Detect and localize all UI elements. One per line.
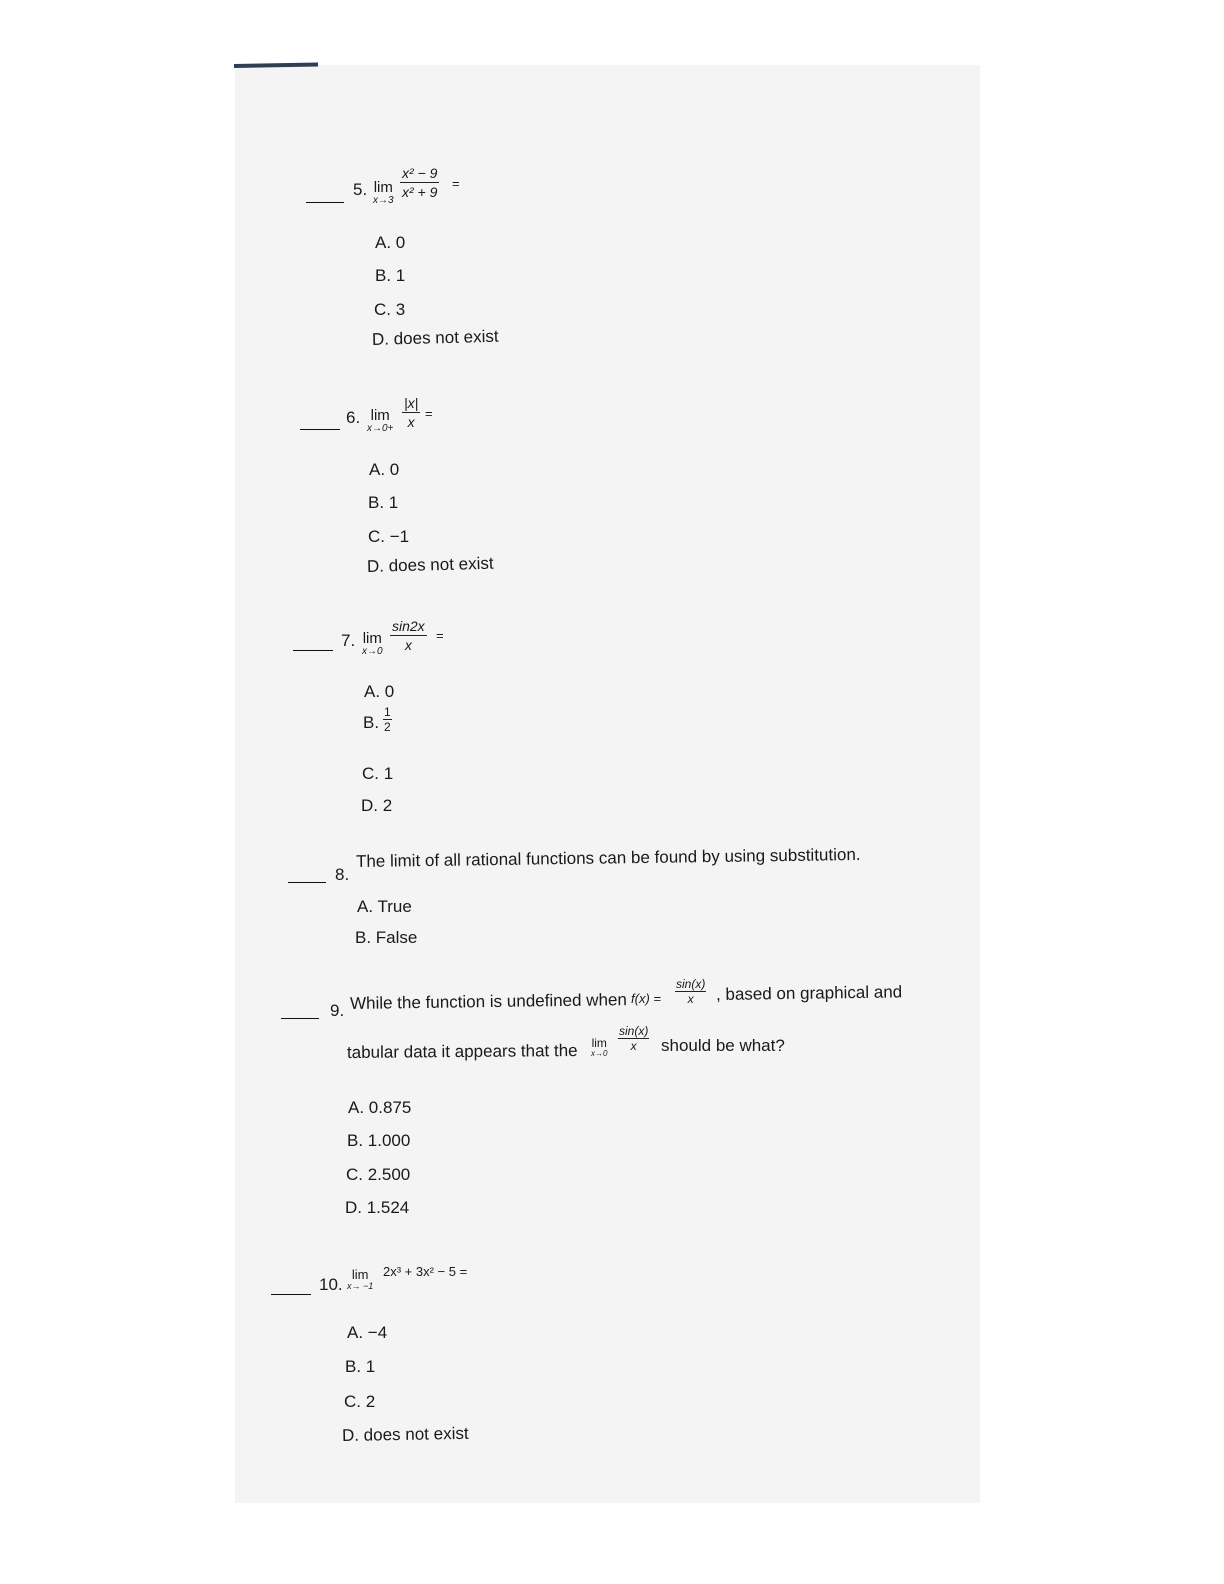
q9-fx-label: f(x) = <box>631 991 661 1006</box>
q9-lim-approach: x→0 <box>591 1049 608 1058</box>
q7-option-b[interactable] <box>363 713 379 733</box>
q7-option-b-numerator: 1 <box>384 705 391 719</box>
q9-option-b[interactable]: B. 1.000 <box>347 1131 411 1150</box>
q5-lim-word: lim <box>373 179 393 196</box>
q7-numerator: sin2x <box>392 618 425 634</box>
q7-option-c[interactable]: C. 1 <box>362 764 394 783</box>
q6-limit <box>367 408 393 434</box>
q7-option-b-denominator: 2 <box>384 720 391 734</box>
q10-option-d[interactable]: D. does not exist <box>341 1423 469 1445</box>
q6-denominator: x <box>407 414 415 430</box>
q8-statement: The limit of all rational functions can be found by using substitution. <box>355 844 861 871</box>
q5-lim-approach: x→3 <box>373 195 394 206</box>
answer-blank-7[interactable] <box>293 650 333 651</box>
q9-text-part-2: , based on graphical and <box>715 982 903 1004</box>
q7-option-b-label: B. <box>363 713 380 732</box>
q9-text-part-3: tabular data it appears that the <box>346 1040 578 1062</box>
question-number-5: 5. <box>353 180 368 199</box>
q7-lim-word: lim <box>362 630 382 647</box>
q7-denominator: x <box>404 637 412 653</box>
q9-function-denominator: x <box>687 992 694 1006</box>
q10-option-c[interactable]: C. 2 <box>344 1392 376 1411</box>
q9-limit-numerator: sin(x) <box>619 1024 649 1038</box>
q7-limit <box>362 631 383 657</box>
q7-fraction <box>390 619 427 652</box>
q5-fraction <box>400 166 439 199</box>
q5-equals: = <box>452 176 460 191</box>
q9-lim-word: lim <box>591 1036 607 1050</box>
q9-limit-denominator: x <box>630 1039 637 1053</box>
q5-denominator: x² + 9 <box>402 184 438 200</box>
q7-lim-approach: x→0 <box>362 646 383 657</box>
answer-blank-9[interactable] <box>281 1018 319 1019</box>
question-number-6: 6. <box>346 408 361 427</box>
q10-option-b[interactable]: B. 1 <box>345 1357 376 1376</box>
q9-option-a[interactable]: A. 0.875 <box>348 1098 412 1117</box>
q6-option-a[interactable]: A. 0 <box>369 460 400 479</box>
q5-option-c[interactable]: C. 3 <box>374 300 406 319</box>
q9-limit <box>591 1037 607 1058</box>
q6-numerator: |x| <box>404 395 419 411</box>
q7-option-b-fraction <box>383 706 392 733</box>
q10-lim-word: lim <box>351 1267 369 1282</box>
q9-option-d[interactable]: D. 1.524 <box>345 1198 410 1217</box>
q6-option-d[interactable]: D. does not exist <box>366 553 494 576</box>
q8-option-b[interactable]: B. False <box>355 928 418 947</box>
question-number-8: 8. <box>335 865 350 884</box>
q6-lim-approach: x→0+ <box>367 423 394 434</box>
q5-option-a[interactable]: A. 0 <box>375 233 406 252</box>
q10-expression: 2x³ + 3x² − 5 = <box>383 1264 468 1279</box>
q6-option-b[interactable]: B. 1 <box>368 493 399 512</box>
q6-lim-word: lim <box>370 407 390 424</box>
answer-blank-10[interactable] <box>271 1294 311 1295</box>
q6-equals: = <box>425 406 433 421</box>
q9-text-part-4: should be what? <box>661 1036 785 1055</box>
q9-limit-fraction <box>618 1025 649 1052</box>
q9-function-fraction <box>675 978 706 1005</box>
q5-option-d[interactable]: D. does not exist <box>371 326 499 349</box>
q5-limit <box>373 180 394 206</box>
q6-option-c[interactable]: C. −1 <box>368 527 410 546</box>
answer-blank-6[interactable] <box>300 429 340 430</box>
question-number-7: 7. <box>341 631 356 650</box>
answer-blank-5[interactable] <box>306 202 344 203</box>
q10-limit <box>347 1268 373 1291</box>
q9-function-numerator: sin(x) <box>676 977 706 991</box>
question-number-9: 9. <box>330 1001 345 1020</box>
q5-option-b[interactable]: B. 1 <box>375 266 406 285</box>
q9-text-part-1: While the function is undefined when <box>349 990 628 1013</box>
question-number-10: 10. <box>319 1275 343 1294</box>
q7-option-d[interactable]: D. 2 <box>361 796 393 815</box>
q5-numerator: x² − 9 <box>402 165 438 181</box>
q10-lim-approach: x→ −1 <box>347 1281 374 1291</box>
q8-option-a[interactable]: A. True <box>357 897 412 916</box>
q7-equals: = <box>436 628 444 643</box>
q9-option-c[interactable]: C. 2.500 <box>346 1165 411 1184</box>
q10-option-a[interactable]: A. −4 <box>347 1323 388 1342</box>
q7-option-a[interactable]: A. 0 <box>364 682 395 701</box>
q6-fraction <box>402 396 420 429</box>
answer-blank-8[interactable] <box>288 882 326 883</box>
